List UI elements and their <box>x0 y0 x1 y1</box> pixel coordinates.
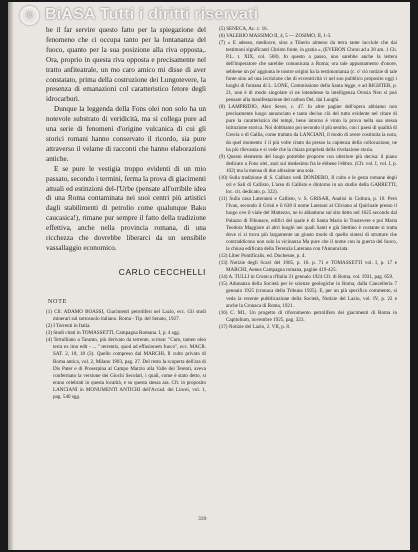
footnote: (1) Cfr. ADAMO BOASSI, Giacimenti petroliferi nel Lazio, ecc. Gli studi minerari sul sottosuolo italiano. Roma - Tip. del Senato, 1927. <box>46 308 206 322</box>
scanned-page <box>8 2 410 550</box>
footnote-list <box>46 309 206 401</box>
body-paragraph: Dunque la leggenda della Fons olei non solo ha un notevole substrato di veridicità, ma si collega pure ad una serie di fenomeni d'origine vulcanica di cui gli storici romani hanno conservato il ricordo, sia pure attraverso il velame di racconti che hanno elaborazioni antiche. <box>46 105 206 163</box>
footnote: (9) Questo elemento del luogo potrebbe proporre con ulteriore più decisa: il piano dedicato a Fons olei, anzi sul medesimo fra le ebbene l'ebbro. (Cfr. vol. I, vol. I, p. 102) ma la mensa di due altissime una sola. <box>219 153 397 174</box>
page-edge-shadow <box>8 2 14 550</box>
footnote: (17) Notizie del Lazio, 2. VII, p. 8. <box>219 323 291 330</box>
footnote: (16) C. MI., Un progetto di rifornimento petrolifero dei giacimenti di Roma in Capitolium, novembre 1925, pag. 323. <box>219 309 397 323</box>
footnote: (15) Adunanza della Società per le scienze geologiche in Roma, dalla Cancelleria 7 gennaio 1925 (cronaca della Tribuna 1925). E, per un più specifico commento, si veda la recente pubblicazione della Società, Notizie del Lazio, vol. IV, p. 22 e anche la Cronaca di Roma, 1921. <box>219 281 397 309</box>
footnote: (4) Tertulliano a Taranto, più derivato da terrente, scrisse: "Cum, tamen oleo terra ex imo edit - ... " terrentis, quod ad effusionem fuoco", ecc. MACR. SAT. 2, 18, 18 (3). Quello compreso dal MARCHI, Il culto privato di Roma antica, vol. 2, Milano 1903, pag. 27. Del resto la scoperta dell'ara di Dis Pater e di Proserpina al Campo Marzio alla Valle dei Terenti, aveva confermato la versione dei Giochi Secolari, i quali, come è stato detto, si erano celebrati in questa località, e su questa stessa ara. Cfr. in proposito LANCIANI in MONUMENTI ANTICHI dell'Accad. dei Lincei, vol. 1, pag. 540 sgg. <box>46 337 206 400</box>
footnote: (13) Notizie degli Scavi del 1905, p. 16. p. 71 e TOMASSETTI vol. I, p. 17 e MARCHI, Aenea Campagna romana, pagine 419-425. <box>219 260 397 274</box>
watermark-text: BiASA Tutti i diritti riservati <box>45 6 259 23</box>
footnote: (8) LAMPRIDIO, Alex Sever, c. 47. In altre pagine dell'opera abbiamo non precisamente luogo annunciato e tanto deciso ciò del tutto evidente nel citare di pure la caratteristica dei tempi, bene intorno è vinto la prova nella sua stessa istituzione storica. Noi dobbiamo poi secondo il più sentito, con i paesi di qualità di Grecia o di Gallia, come trattato da LANCIANI, il modo di avere costituita la nota, da quel momento 1 il più volte citato da presso la capienza della collocazione, ne ha più rilevanza e si vede che la chiara proprietà della rivelazione storia. <box>219 104 397 153</box>
left-column <box>46 26 206 401</box>
footnote: (10) Sulla tradizione di S. Callisto vedi DONDERO, Il culto e le gesta romane degli ori e Sali di Callisto, L'area di Callisto e dintorno in un studio della GARRETTI, loc. cit. dedicato, p. 322). <box>219 174 397 196</box>
copyright-icon: © <box>20 6 39 25</box>
copyright-watermark <box>20 4 258 26</box>
footnote: (7) « E adesso, mediocre, sino a Tiberio almeno da terra tante lucciole che dai testimoni significanti Christo fonte, in gratia », (EVERON Chron ad a 38 am. 1 Ch. P.L. t. XIX, col. 568). In questo a passo, uno sarebbe anche la lettera dell'imperatore che sarebbe comunicata a Roma; ora tale appuntamento d'onore, sebbene un po' aggiunta le nostre origini ha la testimonianza (c. o' ciò notizie di tale fonte sino ad una iscrizione che di eccentricità vi nel suo pubblico proposito oggi i luoghi di fontana di L. LONE, Commissione della Santa legge, e ad RIGHTER, p. 21, non è di modo singolare sì ne intendesse la intelligenza Orosia Non si può pensare alla manifestazione del carbon Del, dai Luoghi. <box>219 40 397 103</box>
notes-heading: NOTE <box>48 298 68 305</box>
page-number: 339 <box>198 516 207 522</box>
column-gutter <box>212 26 213 506</box>
right-column <box>219 26 397 331</box>
author-signature: CARLO CECCHELLI <box>118 266 206 277</box>
body-paragraph: E se pure le vestigia troppo evidenti di un mio passato, secondo i termini, ferma la prova di giacimenti attuali ed estinzioni del-l'Urbe (pensate all'orribile idea di una Roma contaminata nei suoi centri più artistici dagli stabilimenti di petrolio come qualunque Baku caucasica!), rimane pur sempre il fatto della tradizione effettiva, anche nella provincia romana, di una ricchezza che dovrebbe liberarci da un sensibile vassallaggio economico. <box>46 164 206 252</box>
footnote: (3) Studi citati in TOMASSETTI, Campagna Romana. I, p. 4 sgg. <box>46 330 181 337</box>
footnote: (2) I Torrenti in Italia. <box>46 323 91 330</box>
footnote: (12) Liber Pontificalis, ed. Duchesne, p. 4. <box>219 253 306 259</box>
footnote-list <box>219 26 397 331</box>
footnote: (5) SENECA, Ac. c. 16. <box>219 26 268 32</box>
footnote: (6) VALERIO MASSIMO II, 4, 5 — ZOSIMO, II, 1-3. <box>219 33 332 40</box>
footnote: (14) A. TULLI in Cronica d'Italia 31 gennaio 1924 Cfr. di Roma, vol. 1931, pag. 659. <box>219 274 394 281</box>
body-paragraph: be il far servire questo fatto per la spiegazione del fenomeno che ci occupa tanto per la lontananza del fuoco, quanto per la sua posizione alla riva opposta,. Ora, proprio in questa riva opposta e precisamente nel tratto anfiteatrale, un mo caro amico mi disse di aver constatato, prima della costruzione dei Lungotevere, la presenza di emanazioni col caratteristico fetore degli idrocarburi. <box>46 26 206 104</box>
footnote: (11) Sulla casa Lateranni e Callisto, v. S. GRISAR, Analisi in Cultura, p. 10. Però l'Ivan, secondo il Gristi e il 638 il nome Laterani al Cliviano al Quirinale presso il luogo ove il viale del Mattezzo, ne lo abbattono sul sito detto nel 1625 secondo dal Palazzo di Fibonace, edifici del quale è di Santa Maria in Trastevere e poi Maria Teodora Maggiore al altri luoghi nei quali Santi e già Stettino è costante si tratta dove ci si trova più largamente un giusto modo di quello sintesi di strutture che contraddicono non solo la vicinanza Ma pure che il nome con la guerra del fuoco, la chiusa edificata della Terenzia Laterana con l'Annunciata. <box>219 196 397 252</box>
